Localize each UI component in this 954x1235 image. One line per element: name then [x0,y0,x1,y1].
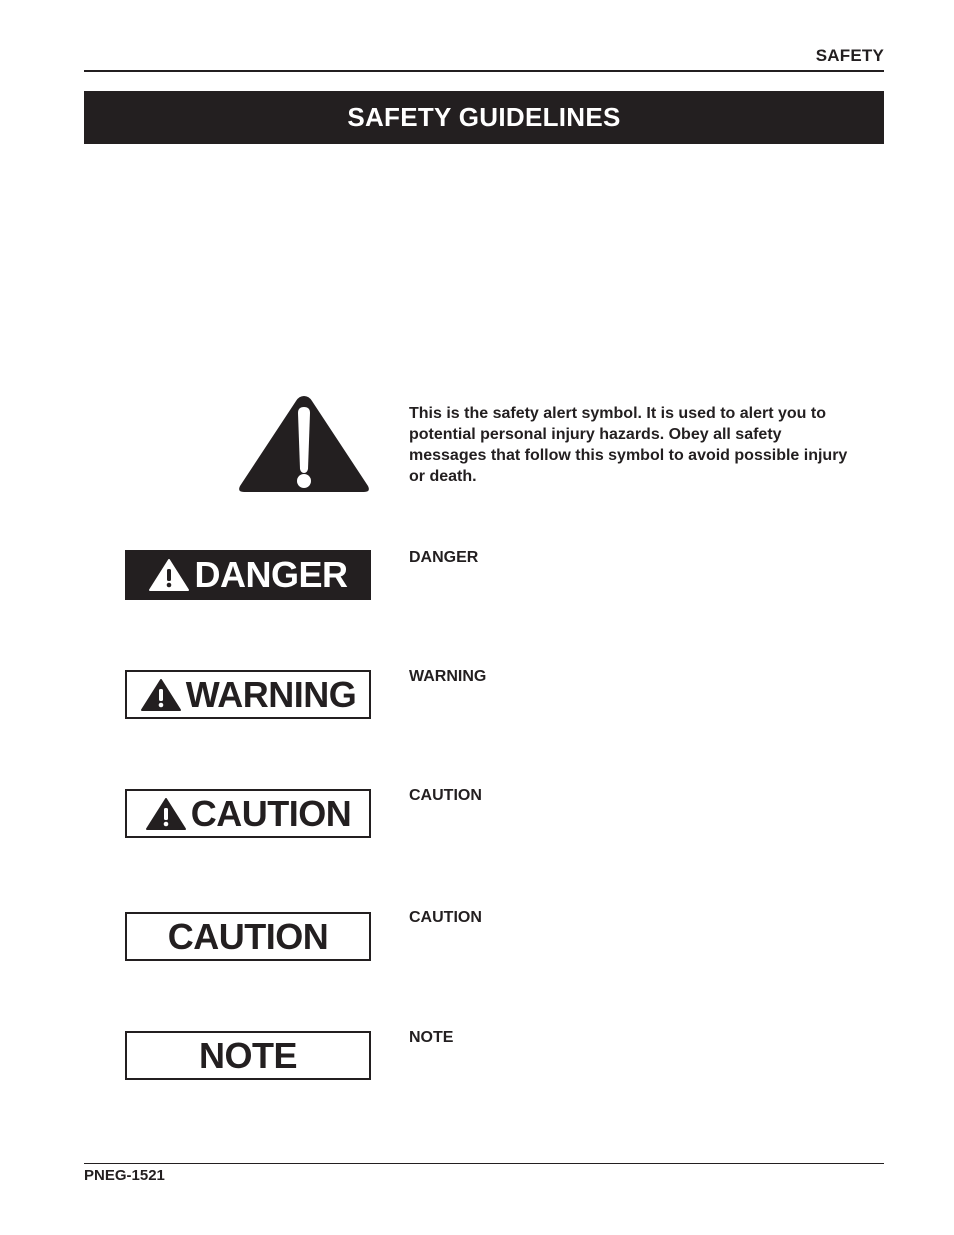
danger-sign-text: DANGER [194,554,348,595]
warning-label: WARNING [409,668,487,685]
caution-sign-with-alert [125,789,371,838]
page-title-bar [84,91,884,144]
alert-triangle-icon [140,678,182,712]
page-title: SAFETY GUIDELINES [347,102,621,132]
alert-triangle-icon [148,558,190,592]
note-sign [125,1031,371,1080]
caution-sign-text: CAUTION [190,792,352,834]
warning-sign [125,670,371,719]
caution-sign-text: CAUTION [167,915,329,957]
note-label: NOTE [409,1029,454,1046]
caution-label: CAUTION [409,787,482,804]
caution-no-alert-label: CAUTION [409,909,482,926]
document-code: PNEG-1521 [84,1167,165,1184]
danger-label: DANGER [409,549,479,566]
alert-symbol-description: This is the safety alert symbol. It is used to alert you to potential personal injury hazards. Obey all safety messages that follow this symbol to avoid possible injury or death. [409,405,848,485]
warning-sign-text: WARNING [185,673,357,715]
danger-sign [125,550,371,600]
header-divider [84,70,884,72]
footer-divider [84,1163,884,1164]
section-header-label: SAFETY [815,46,884,65]
alert-triangle-icon [145,797,187,831]
caution-sign-no-alert [125,912,371,961]
safety-alert-triangle-icon [236,393,372,495]
note-sign-text: NOTE [198,1034,297,1076]
